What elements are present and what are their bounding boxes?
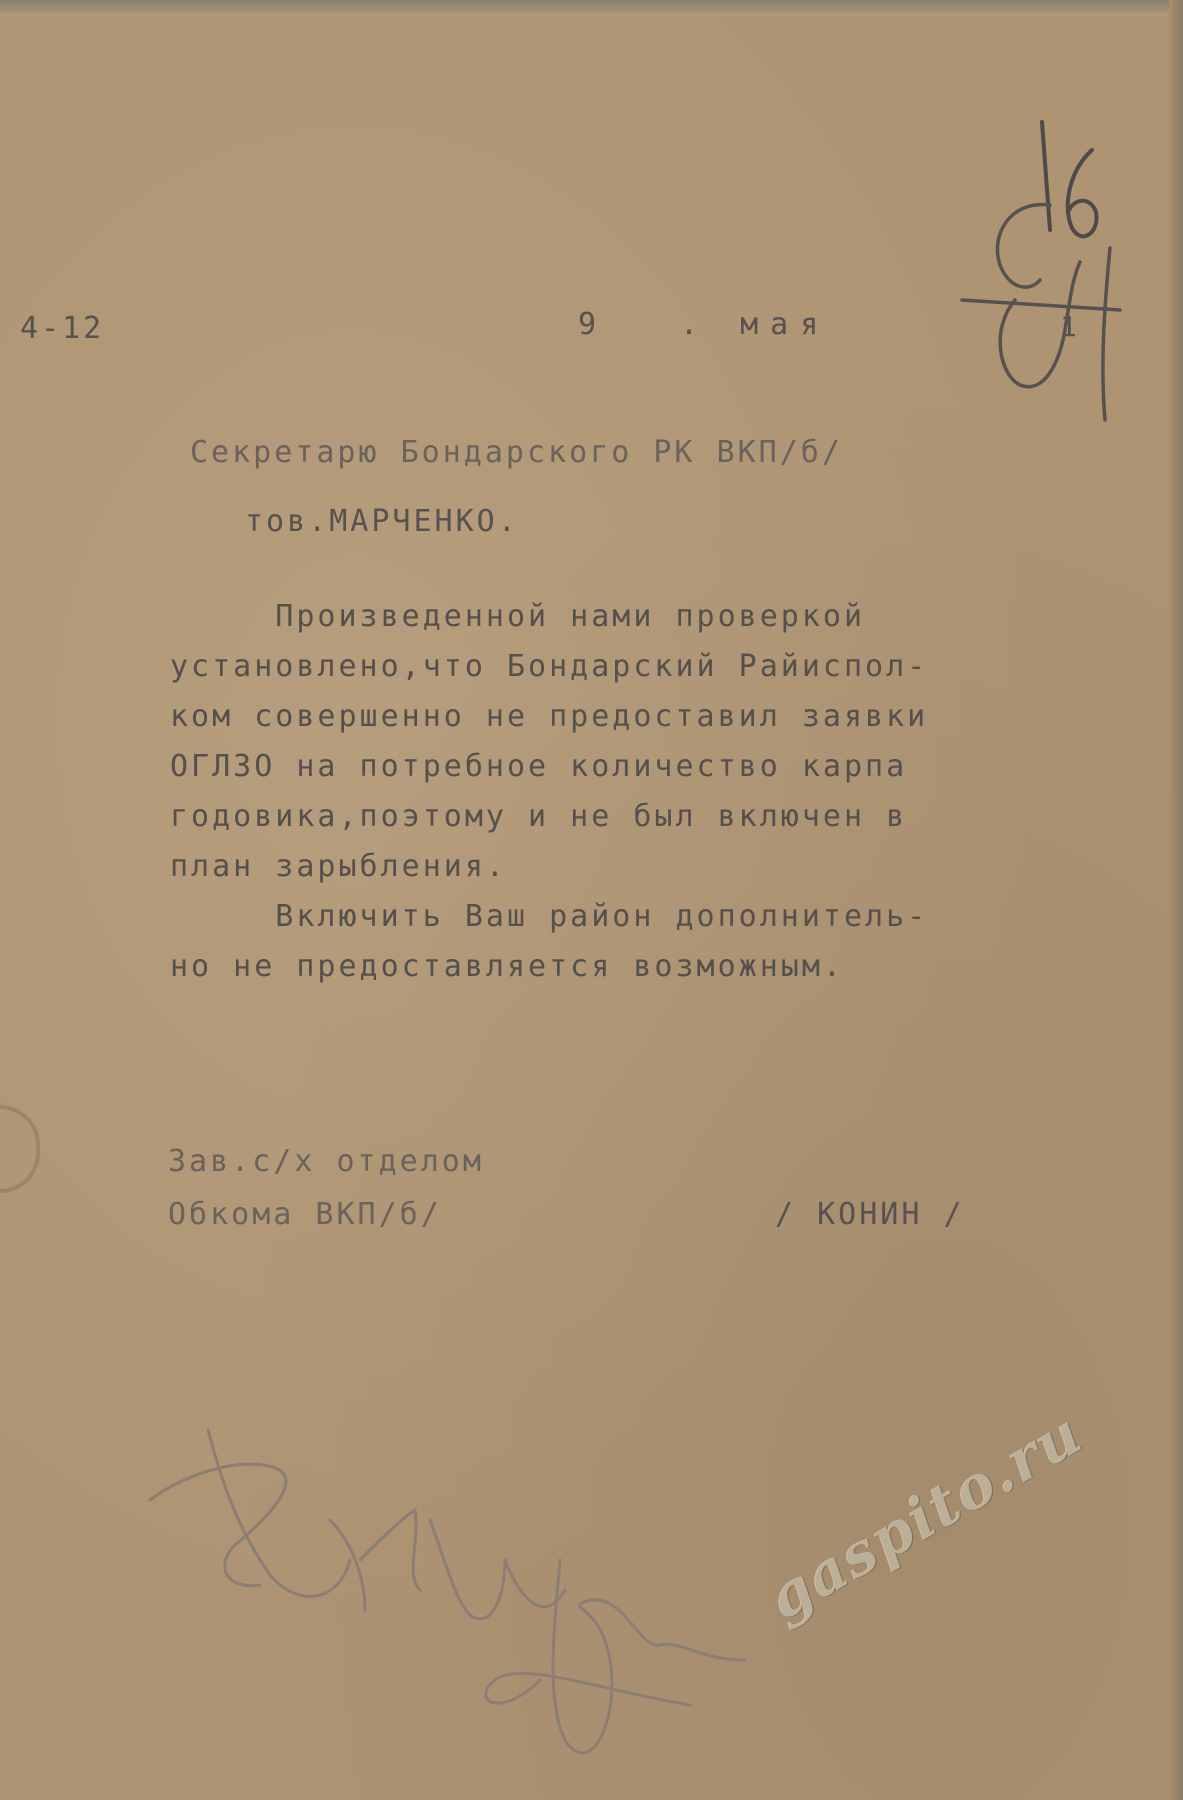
- date-month: . мая: [680, 307, 831, 342]
- handwritten-page-number: [1042, 122, 1097, 236]
- body-line: но не предоставляется возможным.: [170, 949, 844, 984]
- signatory-name: / КОНИН /: [775, 1197, 965, 1232]
- marginal-scribble: [962, 205, 1120, 420]
- body-line: Включить Ваш район дополнитель-: [170, 899, 929, 934]
- date-year-fragment: 1: [1060, 310, 1080, 343]
- recipient-line-2: тов.МАРЧЕНКО.: [245, 504, 519, 539]
- body-line: ОГЛЗО на потребное количество карпа: [170, 749, 908, 784]
- watermark: gaspito.ru: [756, 1398, 1094, 1633]
- body-line: Произведенной нами проверкой: [170, 599, 866, 634]
- body-line: установлено,что Бондарский Райиспол-: [170, 649, 929, 684]
- signature-title-line-1: Зав.с/х отделом: [168, 1144, 484, 1179]
- date-day: 9: [578, 307, 600, 342]
- recipient-line-1: Секретарю Бондарского РК ВКП/б/: [190, 435, 843, 470]
- signature-title-line-2: Обкома ВКП/б/: [168, 1197, 442, 1232]
- body-line: ком совершенно не предоставил заявки: [170, 699, 929, 734]
- body-line: план зарыбления.: [170, 849, 507, 884]
- body-line: годовика,поэтому и не был включен в: [170, 799, 908, 834]
- reference-number: 4-12: [20, 311, 105, 346]
- handwritten-signature: [150, 1430, 745, 1753]
